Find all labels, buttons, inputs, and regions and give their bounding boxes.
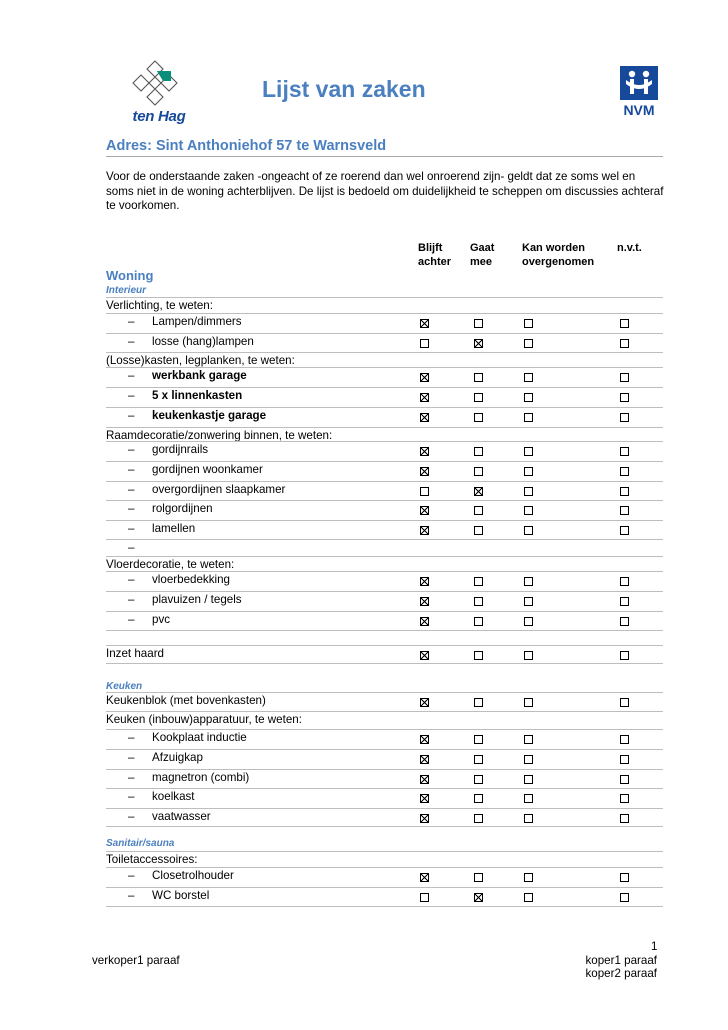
checkbox[interactable]: [474, 698, 483, 707]
checkbox[interactable]: [420, 339, 429, 348]
table-row: [106, 591, 663, 610]
bullet-dash: –: [128, 409, 135, 422]
checkbox[interactable]: [524, 617, 533, 626]
row-label: werkbank garage: [152, 369, 247, 382]
checkbox[interactable]: [420, 487, 429, 496]
column-header-kan-worden-overgenomen: Kan worden overgenomen: [522, 242, 595, 268]
checkbox[interactable]: [524, 735, 533, 744]
ten-hag-logo: [122, 58, 188, 124]
checkbox[interactable]: [524, 506, 533, 515]
checked-checkbox[interactable]: [474, 893, 483, 902]
table-row: [106, 481, 663, 500]
checkbox[interactable]: [620, 506, 629, 515]
row-label: magnetron (combi): [152, 771, 250, 784]
bullet-dash: –: [128, 751, 135, 764]
row-label: Vloerdecoratie, te weten:: [106, 558, 235, 571]
intro-text: Voor de onderstaande zaken -ongeacht of ze roerend dan wel onroerend zijn- geldt dat ze soms wel en soms niet in de woning achterblijven. De lijst is bedoeld om duidelijkheid te scheppen om discussies achteraf te voorkomen.: [106, 170, 664, 212]
checkbox[interactable]: [620, 487, 629, 496]
bullet-dash: –: [128, 369, 135, 382]
bullet-dash: –: [128, 443, 135, 456]
row-label: plavuizen / tegels: [152, 593, 242, 606]
table-row: [106, 441, 663, 460]
bullet-dash: –: [128, 463, 135, 476]
table-row: [106, 461, 663, 480]
checkbox[interactable]: [620, 373, 629, 382]
row-divider: [106, 630, 663, 631]
table-row: [106, 313, 663, 332]
checkbox[interactable]: [524, 873, 533, 882]
column-header-gaat-mee: Gaat mee: [470, 242, 495, 268]
page-number: 1: [651, 940, 658, 953]
checkbox[interactable]: [524, 447, 533, 456]
checked-checkbox[interactable]: [420, 467, 429, 476]
group-header-row: [106, 711, 663, 730]
checkbox[interactable]: [620, 393, 629, 402]
checkbox[interactable]: [620, 893, 629, 902]
checkbox[interactable]: [524, 526, 533, 535]
table-row: [106, 367, 663, 386]
table-row: [106, 407, 663, 426]
checked-checkbox[interactable]: [420, 597, 429, 606]
checked-checkbox[interactable]: [474, 339, 483, 348]
checkbox[interactable]: [524, 597, 533, 606]
bullet-dash: –: [128, 541, 135, 554]
checkbox[interactable]: [474, 873, 483, 882]
checkbox[interactable]: [524, 373, 533, 382]
row-label: keukenkastje garage: [152, 409, 267, 422]
bullet-dash: –: [128, 483, 135, 496]
row-label: gordijnrails: [152, 443, 209, 456]
address-heading: Adres: Sint Anthoniehof 57 te Warnsveld: [106, 138, 387, 154]
checked-checkbox[interactable]: [420, 698, 429, 707]
row-label: Verlichting, te weten:: [106, 299, 213, 312]
checked-checkbox[interactable]: [420, 447, 429, 456]
table-row: [106, 645, 663, 664]
checkbox[interactable]: [524, 339, 533, 348]
checkbox[interactable]: [620, 755, 629, 764]
bullet-dash: –: [128, 522, 135, 535]
checked-checkbox[interactable]: [420, 413, 429, 422]
checked-checkbox[interactable]: [420, 319, 429, 328]
table-row: [106, 500, 663, 519]
checkbox[interactable]: [524, 319, 533, 328]
table-row: [106, 692, 663, 711]
checked-checkbox[interactable]: [420, 393, 429, 402]
checkbox[interactable]: [620, 814, 629, 823]
checkbox[interactable]: [524, 487, 533, 496]
checkbox[interactable]: [524, 651, 533, 660]
row-label: WC borstel: [152, 889, 210, 902]
checkbox[interactable]: [620, 794, 629, 803]
row-label: Kookplaat inductie: [152, 731, 247, 744]
checkbox[interactable]: [620, 447, 629, 456]
bullet-dash: –: [128, 613, 135, 626]
row-label: koelkast: [152, 790, 195, 803]
checkbox[interactable]: [420, 893, 429, 902]
table-row: [106, 749, 663, 768]
pinwheel-logo-icon: [130, 58, 180, 108]
table-row: [106, 387, 663, 406]
checkbox[interactable]: [474, 393, 483, 402]
buyer1-initials-label: koper1 paraaf: [585, 954, 657, 967]
nvm-house-icon: [616, 62, 662, 102]
table-row: [106, 867, 663, 886]
table-row: [106, 788, 663, 807]
checkbox[interactable]: [474, 775, 483, 784]
checkbox[interactable]: [474, 447, 483, 456]
bullet-dash: –: [128, 502, 135, 515]
bullet-dash: –: [128, 869, 135, 882]
row-label: Toiletaccessoires:: [106, 853, 198, 866]
table-row: [106, 571, 663, 590]
checkbox[interactable]: [474, 735, 483, 744]
checkbox[interactable]: [474, 651, 483, 660]
row-label: 5 x linnenkasten: [152, 389, 243, 402]
column-header-nvt: n.v.t.: [617, 242, 642, 254]
row-label: vloerbedekking: [152, 573, 230, 586]
bullet-dash: –: [128, 731, 135, 744]
column-header-blijft-achter: Blijft achter: [418, 242, 452, 268]
ten-hag-brand: ten Hag: [132, 108, 186, 125]
subsection-sanitair: Sanitair/sauna: [106, 838, 175, 849]
checkbox[interactable]: [620, 413, 629, 422]
checkbox[interactable]: [524, 467, 533, 476]
checkbox[interactable]: [620, 319, 629, 328]
bullet-dash: –: [128, 889, 135, 902]
checkbox[interactable]: [474, 526, 483, 535]
checked-checkbox[interactable]: [420, 526, 429, 535]
page-title: Lijst van zaken: [262, 76, 426, 102]
checked-checkbox[interactable]: [420, 735, 429, 744]
checkbox[interactable]: [474, 506, 483, 515]
checkbox[interactable]: [474, 577, 483, 586]
checked-checkbox[interactable]: [474, 487, 483, 496]
checkbox[interactable]: [620, 873, 629, 882]
nvm-logo: [616, 62, 662, 120]
bullet-dash: –: [128, 810, 135, 823]
checkbox[interactable]: [474, 319, 483, 328]
bullet-dash: –: [128, 389, 135, 402]
checkbox[interactable]: [620, 775, 629, 784]
checkbox[interactable]: [474, 413, 483, 422]
row-divider: [106, 906, 663, 907]
checked-checkbox[interactable]: [420, 506, 429, 515]
checkbox[interactable]: [620, 526, 629, 535]
row-label: Lampen/dimmers: [152, 315, 242, 328]
table-row: [106, 808, 663, 827]
row-label: Keuken (inbouw)apparatuur, te weten:: [106, 713, 302, 726]
row-label: Closetrolhouder: [152, 869, 234, 882]
checkbox[interactable]: [524, 893, 533, 902]
table-row: [106, 769, 663, 788]
bullet-dash: –: [128, 315, 135, 328]
seller-initials-label: verkoper1 paraaf: [92, 954, 180, 967]
checkbox[interactable]: [620, 467, 629, 476]
bullet-dash: –: [128, 771, 135, 784]
checked-checkbox[interactable]: [420, 794, 429, 803]
checkbox[interactable]: [620, 339, 629, 348]
checked-checkbox[interactable]: [420, 814, 429, 823]
bullet-dash: –: [128, 593, 135, 606]
table-row: [106, 520, 663, 539]
checkbox[interactable]: [620, 597, 629, 606]
row-label: rolgordijnen: [152, 502, 213, 515]
row-label: Inzet haard: [106, 647, 165, 660]
checkbox[interactable]: [524, 794, 533, 803]
checkbox[interactable]: [620, 651, 629, 660]
checkbox[interactable]: [524, 413, 533, 422]
checkbox[interactable]: [474, 617, 483, 626]
row-label: Keukenblok (met bovenkasten): [106, 694, 266, 707]
checkbox[interactable]: [620, 617, 629, 626]
checked-checkbox[interactable]: [420, 617, 429, 626]
checkbox[interactable]: [620, 577, 629, 586]
checkbox[interactable]: [620, 735, 629, 744]
row-label: lamellen: [152, 522, 196, 535]
section-woning: Woning: [106, 268, 154, 283]
checkbox[interactable]: [474, 755, 483, 764]
row-label: vaatwasser: [152, 810, 211, 823]
checkbox[interactable]: [524, 698, 533, 707]
checked-checkbox[interactable]: [420, 775, 429, 784]
table-row: [106, 611, 663, 630]
row-label: losse (hang)lampen: [152, 335, 254, 348]
row-divider: [106, 663, 663, 664]
subsection-interieur: Interieur: [106, 285, 147, 296]
checkbox[interactable]: [620, 698, 629, 707]
checkbox[interactable]: [524, 775, 533, 784]
row-label: Raamdecoratie/zonwering binnen, te weten:: [106, 429, 333, 442]
checked-checkbox[interactable]: [420, 651, 429, 660]
row-label: overgordijnen slaapkamer: [152, 483, 286, 496]
checkbox[interactable]: [474, 373, 483, 382]
checkbox[interactable]: [474, 467, 483, 476]
checked-checkbox[interactable]: [420, 577, 429, 586]
checkbox[interactable]: [474, 814, 483, 823]
bullet-dash: –: [128, 335, 135, 348]
checked-checkbox[interactable]: [420, 373, 429, 382]
row-label: (Losse)kasten, legplanken, te weten:: [106, 354, 295, 367]
address-divider: [106, 156, 663, 157]
buyer2-initials-label: koper2 paraaf: [585, 967, 657, 980]
bullet-dash: –: [128, 790, 135, 803]
table-row: [106, 887, 663, 906]
checkbox[interactable]: [524, 393, 533, 402]
row-label: gordijnen woonkamer: [152, 463, 263, 476]
bullet-dash: –: [128, 573, 135, 586]
row-divider: [106, 826, 663, 827]
subsection-keuken: Keuken: [106, 681, 143, 692]
checkbox[interactable]: [524, 755, 533, 764]
checked-checkbox[interactable]: [420, 873, 429, 882]
checkbox[interactable]: [524, 577, 533, 586]
row-label: Afzuigkap: [152, 751, 203, 764]
table-row: [106, 729, 663, 748]
checkbox[interactable]: [524, 814, 533, 823]
checkbox[interactable]: [474, 794, 483, 803]
nvm-brand: NVM: [623, 102, 655, 118]
checked-checkbox[interactable]: [420, 755, 429, 764]
row-label: pvc: [152, 613, 171, 626]
checkbox[interactable]: [474, 597, 483, 606]
table-row: [106, 333, 663, 352]
